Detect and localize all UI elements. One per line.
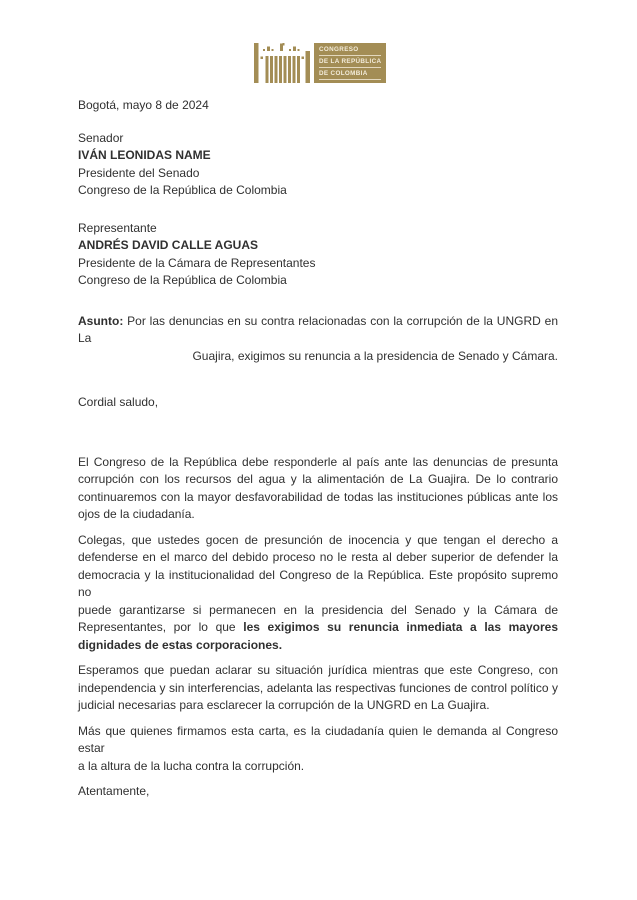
text-line: dignidades de estas corporaciones. — [78, 637, 283, 652]
recipient-title: Representante — [78, 220, 157, 235]
closing: Atentamente, — [78, 784, 150, 798]
logo-line-1: CONGRESO — [319, 45, 381, 56]
text-line: democracia y la institucionalidad del Congreso de la República. Este propósito supremo no — [78, 567, 558, 599]
letter-date: Bogotá, mayo 8 de 2024 — [78, 98, 209, 112]
text-line: Más que quienes firmamos esta carta, es la ciudadanía quien le demanda al Congreso estar — [78, 723, 558, 755]
text-line: independencia y sin interferencias, adelanta las respectivas funciones de control político y — [78, 680, 558, 695]
text-line: Representantes, por lo que les exigimos su renuncia inmediata a las mayores — [78, 620, 558, 634]
text-line: corrupción con los recursos del agua y la alimentación de La Guajira. De lo contrario — [78, 472, 558, 486]
recipient-title: Senador — [78, 130, 124, 145]
letter-body — [78, 454, 558, 776]
logo-line-2: DE LA REPÚBLICA — [319, 57, 381, 68]
congress-logo-wordmark — [314, 43, 386, 83]
text-line: defenderse en el marco del debido proceso no le resta al deber superior de defender la — [78, 550, 558, 564]
congress-columns-icon — [254, 43, 310, 83]
text-line: continuaremos con la mayor desfavorabilidad de todas las instituciones públicas ante los — [78, 489, 558, 504]
text-line: Colegas, que ustedes gocen de presunción de inocencia y que tengan el derecho a — [78, 532, 558, 547]
recipient-role: Presidente del Senado — [78, 165, 200, 180]
recipient-name: ANDRÉS DAVID CALLE AGUAS — [78, 238, 259, 252]
text-line: puede garantizarse si permanecen en la presidencia del Senado y la Cámara de — [78, 602, 558, 617]
recipient-role: Presidente de la Cámara de Representantes — [78, 255, 316, 270]
logo-line-3: DE COLOMBIA — [319, 69, 381, 80]
body-paragraph — [78, 454, 558, 524]
text-line: Esperamos que puedan aclarar su situación jurídica mientras que este Congreso, con — [78, 663, 558, 677]
salutation: Cordial saludo, — [78, 395, 159, 409]
body-paragraph — [78, 723, 558, 776]
text-line: a la altura de la lucha contra la corrupción. — [78, 758, 305, 773]
recipient-org: Congreso de la República de Colombia — [78, 183, 287, 197]
recipient-block-senate — [78, 130, 558, 200]
text-line: ojos de la ciudadanía. — [78, 507, 195, 521]
text-line: Guajira, exigimos su renuncia a la presidencia de Senado y Cámara. — [192, 348, 558, 363]
body-paragraph — [78, 532, 558, 655]
congress-logo — [254, 43, 382, 83]
text-line: El Congreso de la República debe responderle al país ante las denuncias de presunta — [78, 454, 558, 469]
body-paragraph — [78, 662, 558, 715]
text-line: judicial necesarias para esclarecer la corrupción de la UNGRD en La Guajira. — [78, 698, 490, 712]
recipient-name: IVÁN LEONIDAS NAME — [78, 148, 211, 162]
recipient-org: Congreso de la República de Colombia — [78, 273, 287, 287]
text-line: Asunto: Por las denuncias en su contra relacionadas con la corrupción de la UNGRD en La — [78, 313, 558, 345]
subject-block — [78, 313, 558, 366]
recipient-block-chamber — [78, 220, 558, 290]
